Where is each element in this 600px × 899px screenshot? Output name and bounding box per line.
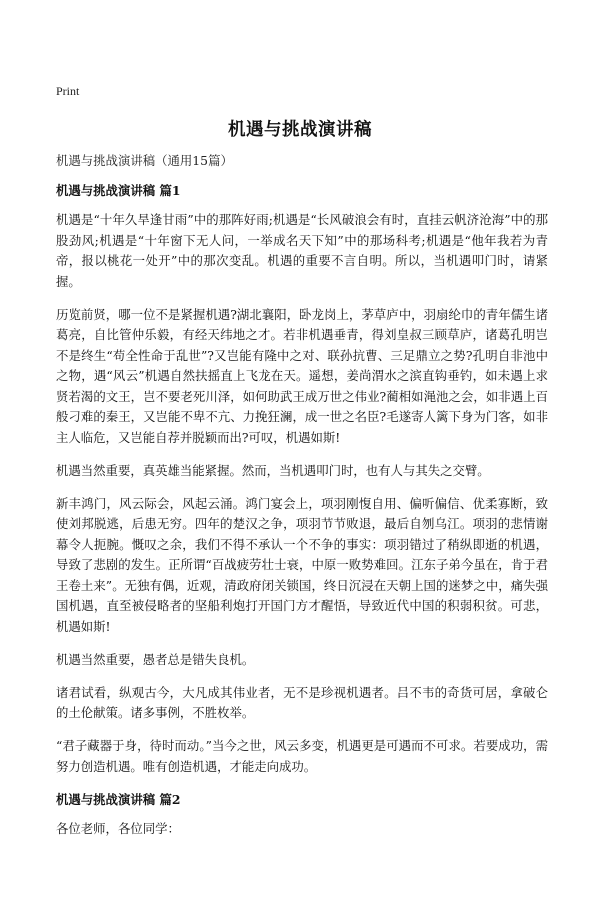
- paragraph: 机遇是“十年久旱逢甘雨”中的那阵好雨;机遇是“长风破浪会有时，直挂云帆济沧海”中的那股劲风;机遇是“十年窗下无人问，一举成名天下知”中的那场科考;机遇是“他年我若为青帝，报以桃花一处开”中的那次变乱。机遇的重要不言自明。所以，当机遇叩门时，请紧握。: [56, 212, 548, 289]
- document-subtitle: 机遇与挑战演讲稿（通用15篇）: [56, 153, 233, 168]
- document-body: [56, 151, 548, 852]
- paragraph: 机遇当然重要，愚者总是错失良机。: [56, 651, 255, 667]
- paragraph: 机遇当然重要，真英雄当能紧握。然而，当机遇叩门时，也有人与其失之交臂。: [56, 462, 490, 478]
- paragraph: 新丰鸿门，风云际会，风起云涌。鸿门宴会上，项羽刚愎自用、偏听偏信、优柔寡断，致使刘邦脱逃，后患无穷。四年的楚汉之争，项羽节节败退，最后自刎乌江。项羽的悲情谢幕令人扼腕。慨叹之余，我们不得不承认一个不争的事实：项羽错过了稍纵即逝的机遇，导致了悲剧的发生。正所谓“百战疲劳壮士衰，中原一败势难回。江东子弟今虽在，肯于君王卷土来”。无独有偶，近观，清政府闭关锁国，终日沉浸在天朝上国的迷梦之中，痛失强国机遇，直至被侵略者的坚船利炮打开国门方才醒悟，导致近代中国的积弱积贫。可悲，机遇如斯!: [56, 495, 548, 634]
- paragraph: 诸君试看，纵观古今，大凡成其伟业者，无不是珍视机遇者。吕不韦的奇货可居，拿破仑的土伦献策。诸多事例，不胜枚举。: [56, 684, 548, 720]
- paragraph: “君子藏器于身，待时而动。”当今之世，风云多变，机遇更是可遇而不可求。若要成功，需努力创造机遇。唯有创造机遇，才能走向成功。: [56, 738, 548, 774]
- print-label: Print: [56, 84, 80, 98]
- document-title: 机遇与挑战演讲稿: [228, 120, 372, 140]
- section-heading-1: 机遇与挑战演讲稿 篇1: [56, 182, 181, 198]
- section-heading-2: 机遇与挑战演讲稿 篇2: [56, 791, 181, 807]
- greeting-line: 各位老师，各位同学：: [56, 821, 180, 836]
- paragraph: 历览前贤，哪一位不是紧握机遇?湖北襄阳，卧龙岗上，茅草庐中，羽扇纶巾的青年儒生诸葛亮，自比管仲乐毅，有经天纬地之才。若非机遇垂青，得刘皇叔三顾草庐，诸葛孔明岂不是终生“苟全性命于乱世”?又岂能有隆中之对、联孙抗曹、三足鼎立之势?孔明自非池中之物，遇“风云”机遇自然扶摇直上飞龙在天。遥想，姜尚渭水之滨直钩垂钓，如未遇上求贤若渴的文王，岂不要老死川泽，如何助武王成万世之伟业?蔺相如渑池之会，如非遇上百般刁难的秦王，又岂能不卑不亢、力挽狂澜，成一世之名臣?毛遂寄人篱下身为门客，如非主人临危，又岂能自荐并脱颖而出?可叹，机遇如斯!: [56, 306, 548, 445]
